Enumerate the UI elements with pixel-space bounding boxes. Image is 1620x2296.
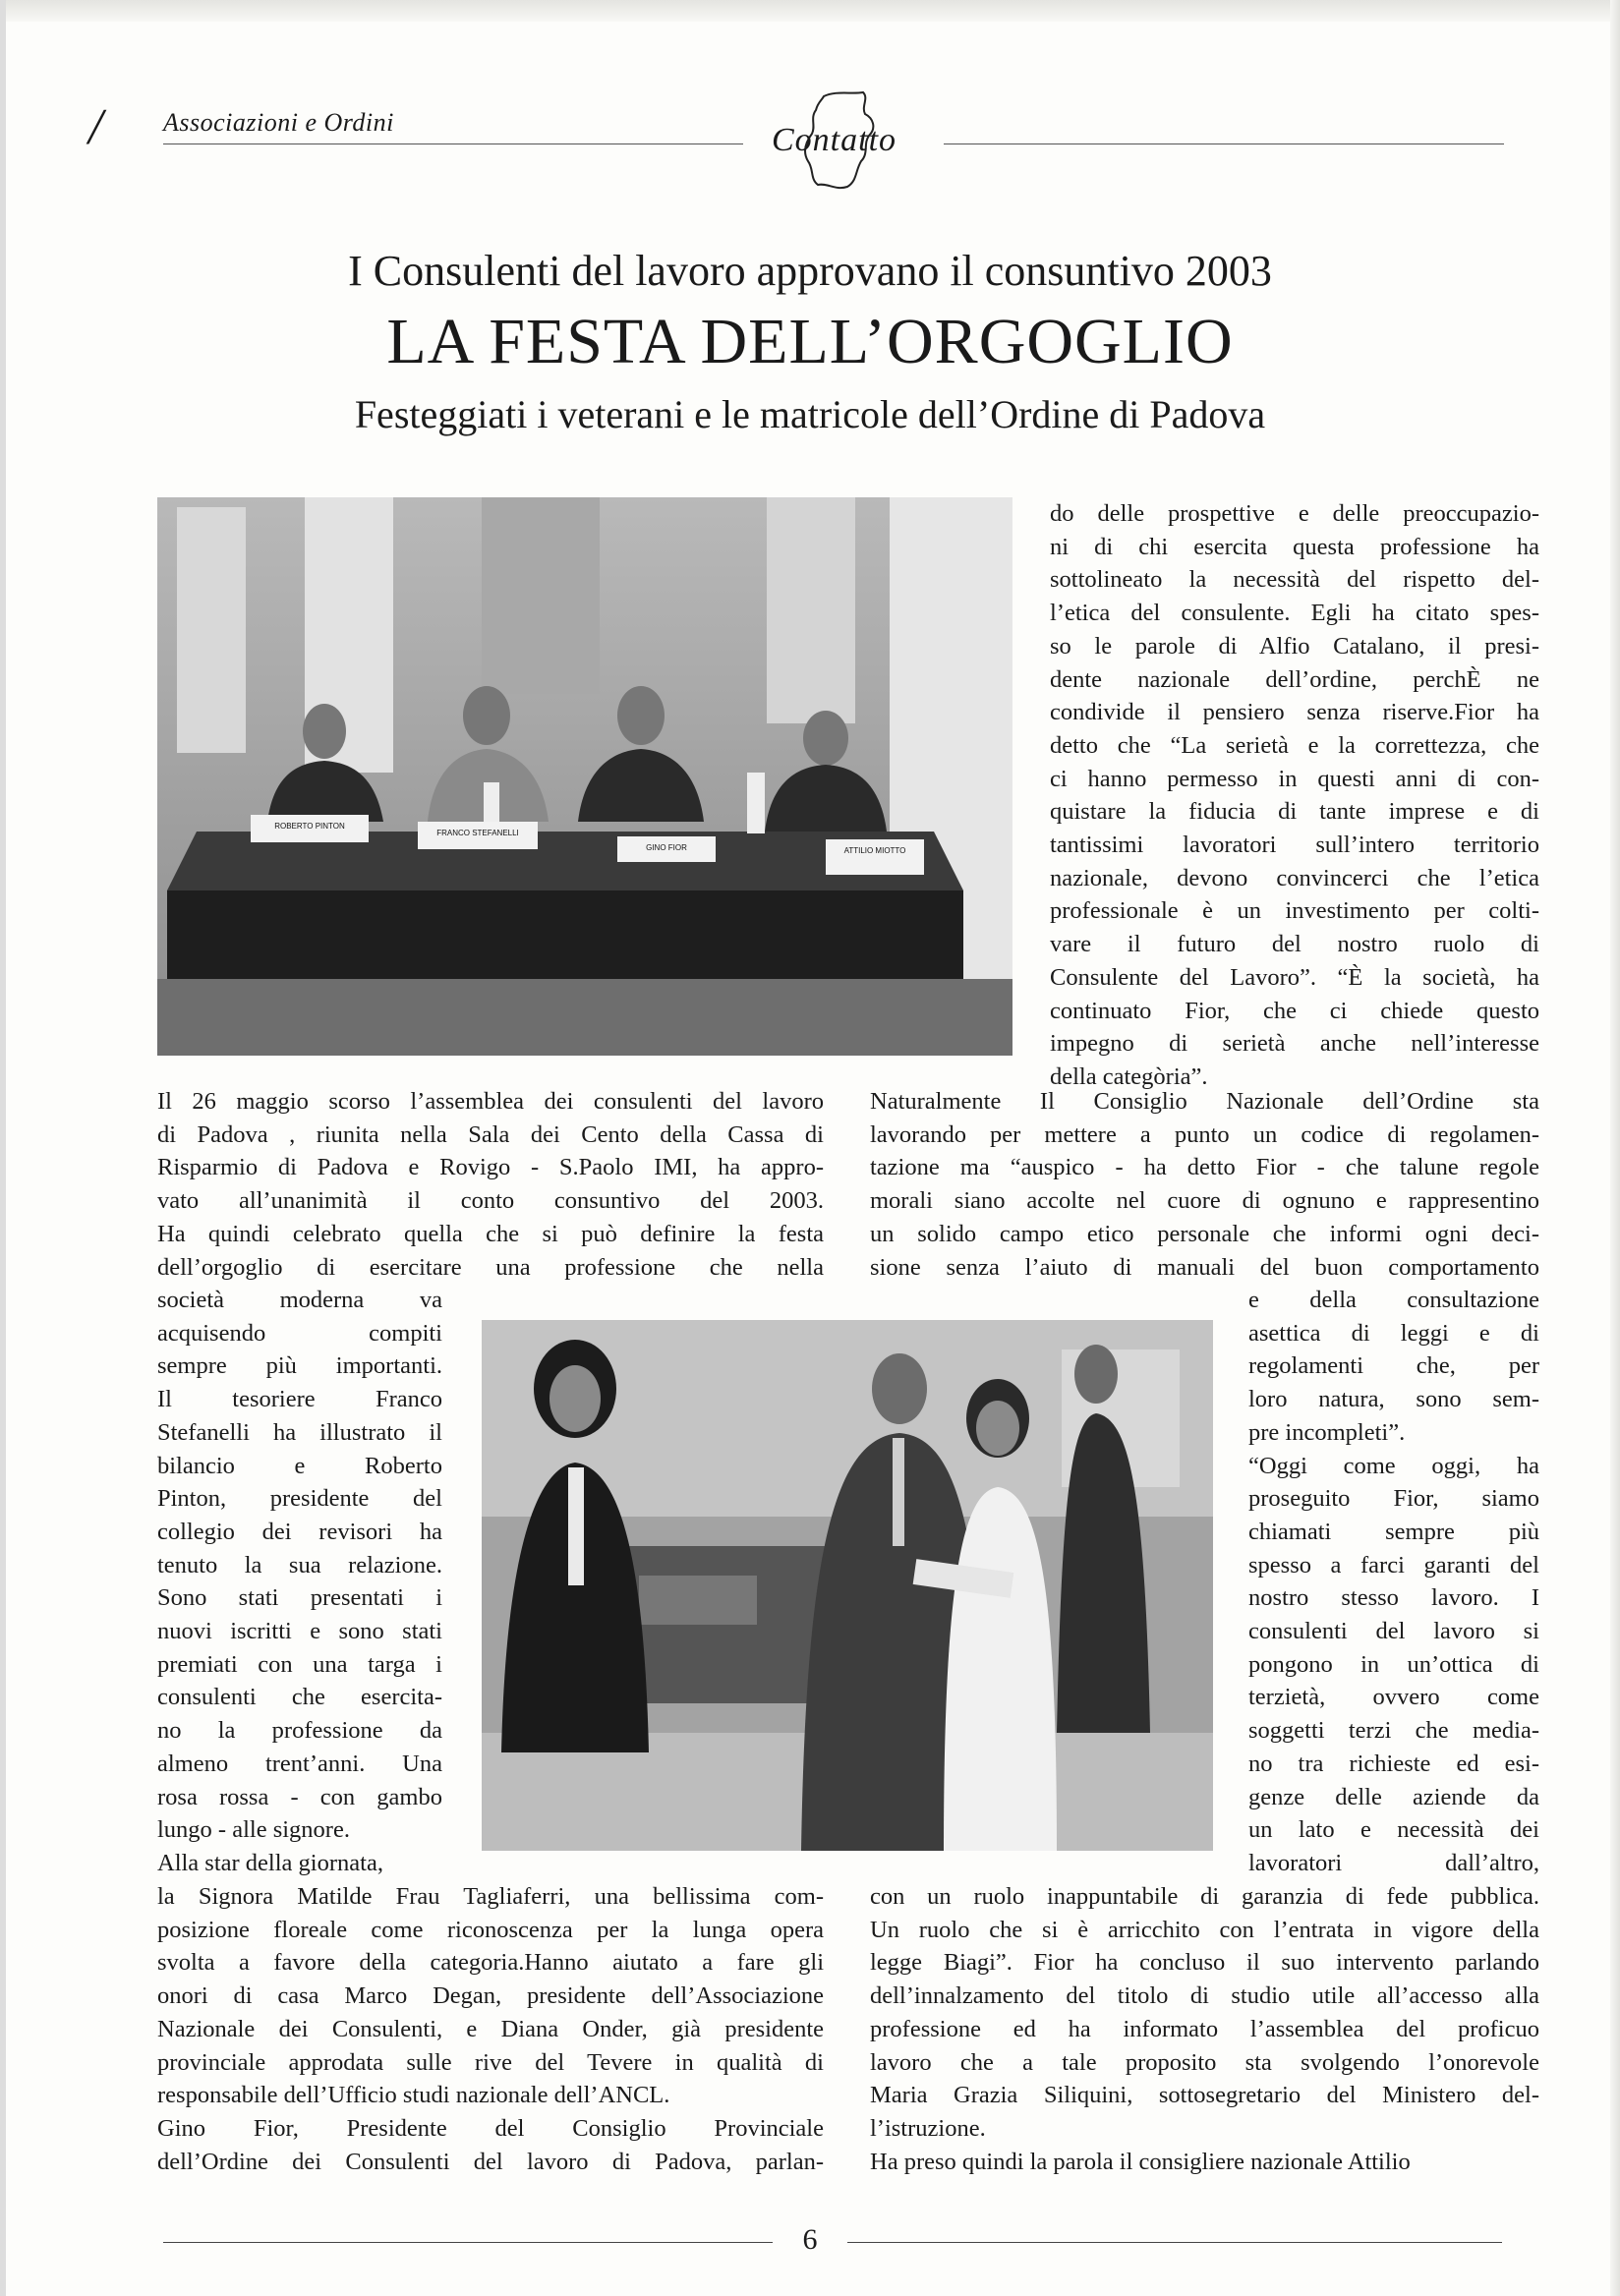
text-line: dell’Ordine dei Consulenti del lavoro di Padova, parlan- [157,2148,824,2175]
text-line: Maria Grazia Siliquini, sottosegretario del Ministero del- [870,2082,1539,2109]
text-line: ci hanno permesso in questi anni di con- [1050,765,1539,792]
text-line: professione ed ha informato l’assemblea del proficuo [870,2015,1539,2042]
text-line: impegno di serietà anche nell’interesse [1050,1030,1539,1058]
text-line: premiati con una targa i [157,1650,442,1678]
text-line: detto che “La serietà e la correttezza, che [1050,731,1539,759]
text-line: un solido campo etico personale che informi ogni deci- [870,1220,1539,1247]
col1-top-text [157,1085,824,1284]
text-line: asettica di leggi e di [1248,1319,1539,1347]
text-line: Il 26 maggio scorso l’assemblea dei consulenti del lavoro [157,1088,824,1115]
text-line: legge Biagi”. Fior ha concluso il suo intervento parlando [870,1949,1539,1977]
text-line: Alla star della giornata, [157,1849,383,1876]
text-line: morali siano accolte nel cuore di ognuno e rappresentino [870,1187,1539,1215]
text-line: con un ruolo inappuntabile di garanzia di fede pubblica. [870,1883,1539,1910]
text-line: professionale è un investimento per colti- [1050,897,1539,925]
section-label: Associazioni e Ordini [163,108,394,137]
text-line: “Oggi come oggi, ha [1248,1452,1539,1479]
col1-narrow-text [157,1284,442,1880]
text-line: proseguito Fior, siamo [1248,1485,1539,1513]
header-slash: / [88,99,103,155]
text-line: nuovi iscritti e sono stati [157,1618,442,1645]
nameplate-2: FRANCO STEFANELLI [436,829,519,837]
text-line: spesso a farci garanti del [1248,1551,1539,1578]
text-line: Pinton, presidente del [157,1485,442,1513]
text-line: terzietà, ovvero come [1248,1684,1539,1711]
col2-mid-text [870,1085,1539,1284]
text-line: bilancio e Roberto [157,1452,442,1479]
text-line: di Padova , riunita nella Sala dei Cento della Cassa di [157,1120,824,1148]
text-line: quistare la fiducia di tante imprese e di [1050,798,1539,826]
footer-rule-right [847,2242,1502,2243]
text-line: Un ruolo che si è arricchito con l’entrata in vigore della [870,1916,1539,1943]
text-line: dente nazionale dell’ordine, perchÈ ne [1050,665,1539,693]
footer-rule-left [163,2242,773,2243]
text-line: Gino Fior, Presidente del Consiglio Provinciale [157,2114,824,2142]
text-line: Sono stati presentati i [157,1584,442,1612]
text-line: Naturalmente Il Consiglio Nazionale dell’Ordine sta [870,1088,1539,1115]
article-kicker: I Consulenti del lavoro approvano il consuntivo 2003 [348,247,1272,295]
text-line: tazione ma “auspico - ha detto Fior - che talune regole [870,1154,1539,1181]
text-line: Stefanelli ha illustrato il [157,1418,442,1446]
text-line: loro natura, sono sem- [1248,1386,1539,1413]
text-line: provinciale approdata sulle rive del Tevere in qualità di [157,2048,824,2076]
nameplate-4: ATTILIO MIOTTO [843,846,906,855]
text-line: acquisendo compiti [157,1319,442,1347]
text-line: Il tesoriere Franco [157,1386,442,1413]
text-line: responsabile dell’Ufficio studi nazionale dell’ANCL. [157,2082,670,2109]
text-line: Risparmio di Padova e Rovigo - S.Paolo IMI, ha appro- [157,1154,824,1181]
text-line: genze delle aziende da [1248,1783,1539,1810]
text-line: ni di chi esercita questa professione ha [1050,533,1539,560]
text-line: no la professione da [157,1717,442,1745]
text-line: l’etica del consulente. Egli ha citato spes- [1050,600,1539,627]
text-line: no tra richieste ed esi- [1248,1750,1539,1777]
text-line: vare il futuro del nostro ruolo di [1050,931,1539,958]
text-line: soggetti terzi che media- [1248,1717,1539,1745]
text-line: lavorando per mettere a punto un codice di regolamen- [870,1120,1539,1148]
text-line: un lato e necessità dei [1248,1816,1539,1844]
text-line: pre incompleti”. [1248,1418,1406,1446]
text-line: collegio dei revisori ha [157,1518,442,1545]
text-line: la Signora Matilde Frau Tagliaferri, una bellissima com- [157,1883,824,1910]
col2-bottom-text [870,1880,1539,2178]
text-line: regolamenti che, per [1248,1352,1539,1380]
text-line: onori di casa Marco Degan, presidente dell’Associazione [157,1982,824,2010]
article-headline: LA FESTA DELL’ORGOGLIO [386,306,1234,377]
photo-assembly-panel [157,497,1012,1056]
text-line: svolta a favore della categoria.Hanno aiutato a fare gli [157,1949,824,1977]
text-line: dell’orgoglio di esercitare una professione che nella [157,1253,824,1281]
text-line: consulenti che esercita- [157,1684,442,1711]
text-line: e della consultazione [1248,1287,1539,1313]
text-line: sempre più importanti. [157,1352,442,1380]
text-line: Ha preso quindi la parola il consigliere nazionale Attilio [870,2148,1411,2175]
text-line: rosa rossa - con gambo [157,1783,442,1810]
text-line: sottolineato la necessità del rispetto del- [1050,566,1539,594]
text-line: tenuto la sua relazione. [157,1551,442,1578]
nameplate-3: GINO FIOR [646,843,687,852]
text-line: chiamati sempre più [1248,1518,1539,1545]
text-line: della categòria”. [1050,1062,1208,1090]
text-line: lavoro che a tale proposito sta svolgendo l’onorevole [870,2048,1539,2076]
text-line: condivide il pensiero senza riserve.Fior ha [1050,699,1539,726]
text-line: dell’innalzamento del titolo di studio utile all’accesso alla [870,1982,1539,2010]
col2-narrow-text [1248,1284,1539,1880]
panel-photo-drawing [157,497,1012,1056]
text-line: pongono in un’ottica di [1248,1650,1539,1678]
text-line: tantissimi lavoratori sull’intero territorio [1050,832,1539,859]
nameplate-1: ROBERTO PINTON [274,822,345,831]
text-line: l’istruzione. [870,2114,986,2142]
text-line: nazionale, devono convincerci che l’etica [1050,864,1539,891]
col1-bottom-text [157,1880,824,2178]
page-number: 6 [802,2223,818,2256]
text-line: Ha quindi celebrato quella che si può definire la festa [157,1220,824,1247]
magazine-title: Contatto [772,122,897,158]
text-line: società moderna va [157,1287,442,1313]
text-line: lungo - alle signore. [157,1816,350,1844]
text-line: Consulente del Lavoro”. “È la società, ha [1050,963,1539,991]
text-line: posizione floreale come riconoscenza per la lunga opera [157,1916,824,1943]
ceremony-photo-drawing [482,1320,1213,1851]
photo-award-ceremony [482,1320,1213,1851]
text-line: nostro stesso lavoro. I [1248,1584,1539,1612]
col2-top-text [1050,497,1539,1094]
scan-top-edge [0,0,1620,22]
text-line: sione senza l’aiuto di manuali del buon comportamento [870,1253,1539,1281]
text-line: vato all’unanimità il conto consuntivo del 2003. [157,1187,824,1215]
article-subhead: Festeggiati i veterani e le matricole dell’Ordine di Padova [354,392,1266,436]
text-line: consulenti del lavoro si [1248,1618,1539,1645]
text-line: do delle prospettive e delle preoccupazio- [1050,500,1539,527]
text-line: lavoratori dall’altro, [1248,1849,1539,1876]
text-line: almeno trent’anni. Una [157,1750,442,1777]
text-line: Nazionale dei Consulenti, e Diana Onder, già presidente [157,2015,824,2042]
text-line: so le parole di Alfio Catalano, il presi- [1050,632,1539,660]
text-line: continuato Fior, che ci chiede questo [1050,997,1539,1024]
